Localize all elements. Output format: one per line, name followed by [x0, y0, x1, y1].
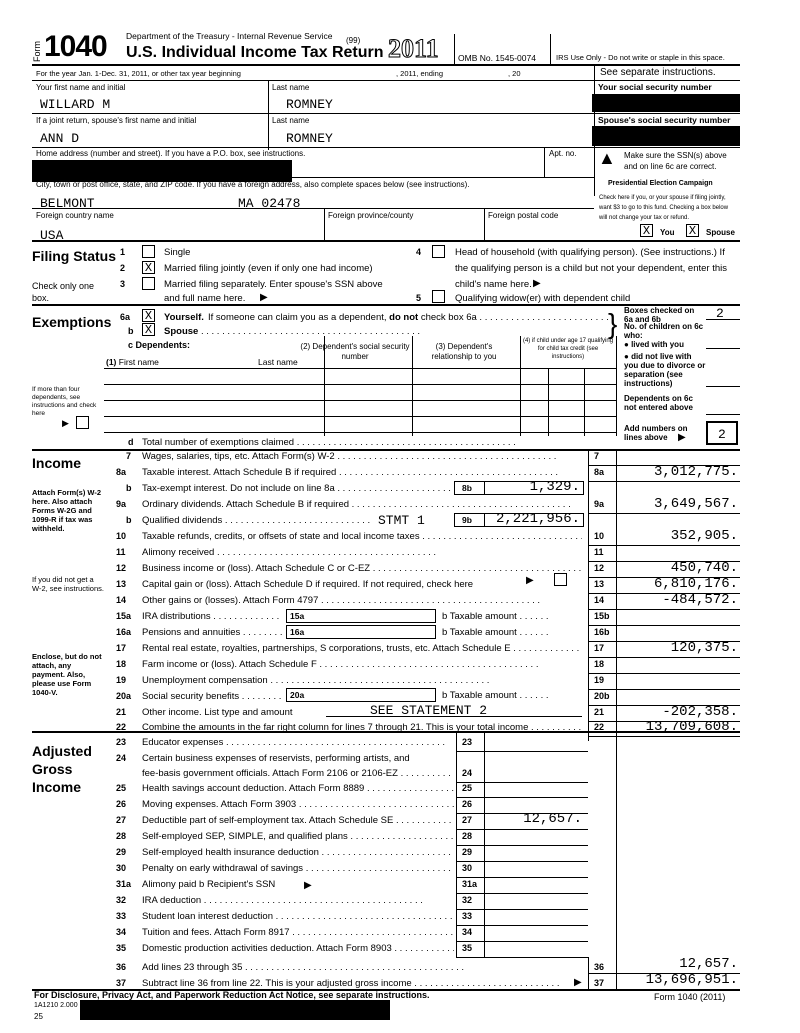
self-checkbox[interactable]: X — [142, 309, 155, 322]
irs-use-only: IRS Use Only - Do not write or staple in this space. — [556, 53, 725, 62]
income-line-box: 14 — [594, 595, 605, 605]
agi-line-box: 24 — [462, 768, 473, 778]
arrow-icon: ▶ — [526, 575, 534, 586]
first-name-label: Your first name and initial — [36, 83, 126, 92]
line-8b-label: 8b — [462, 483, 472, 493]
income-line-number: 16a — [116, 627, 132, 637]
hoh-checkbox[interactable] — [432, 245, 445, 258]
line-9b-value[interactable]: 2,221,956. — [495, 511, 580, 527]
income-line-number: 20a — [116, 691, 132, 701]
agi-line-number: 25 — [116, 783, 127, 793]
income-line-label: Other income. List type and amount — [142, 707, 293, 718]
income-line-number: 10 — [116, 531, 127, 541]
agi-line-box: 28 — [462, 831, 473, 841]
income-line-number: 7 — [126, 451, 132, 461]
income-line-box: 10 — [594, 531, 605, 541]
children-label: No. of children on 6c who: — [624, 322, 704, 340]
more-dependents-checkbox[interactable] — [76, 416, 89, 429]
arrow-icon: ▶ — [304, 880, 312, 891]
more-than-four: If more than four dependents, see instructions and check here — [32, 386, 97, 417]
hoh-label-3: child's name here. — [455, 279, 532, 290]
pec-title: Presidential Election Campaign — [608, 180, 713, 187]
self-text: If someone can claim you as a dependent, do not check box 6a . . . — [208, 312, 608, 323]
spouse-last-value[interactable]: ROMNEY — [286, 131, 333, 146]
agi-line-label: Penalty on early withdrawal of savings . . . — [142, 863, 454, 874]
arrow-icon: ▶ — [62, 418, 69, 428]
agi-line-label: Educator expenses . . . — [142, 737, 454, 748]
line-36-value[interactable]: 12,657. — [679, 956, 738, 972]
arrow-icon: ▶ — [533, 278, 541, 289]
income-line-number: 11 — [116, 547, 126, 557]
line-15a-box[interactable] — [286, 609, 436, 623]
agi-line-number: 33 — [116, 911, 127, 921]
income-line-number: 17 — [116, 643, 127, 653]
line-16a-box[interactable] — [286, 625, 436, 639]
boxes-checked-value[interactable]: 2 — [716, 306, 724, 321]
agi-line-box: 23 — [462, 737, 473, 747]
self-label: Yourself. — [164, 312, 204, 323]
line-37-value[interactable]: 13,696,951. — [645, 972, 738, 988]
pec-you-checkbox[interactable]: X — [640, 224, 653, 237]
line-20a-box[interactable] — [286, 688, 436, 702]
agi-line-box: 27 — [462, 815, 473, 825]
agi-line-label: fee-basis government officials. Attach Form 2106 or 2106-EZ . . . — [142, 768, 454, 779]
arrow-icon: ▶ — [678, 432, 686, 443]
spouse-ssn-label: Spouse's social security number — [598, 115, 731, 125]
line-20b-label: b Taxable amount . . . . . . — [442, 690, 549, 701]
agi-line-label: Moving expenses. Attach Form 3903 . . . — [142, 799, 454, 810]
income-line-label: IRA distributions . . . — [142, 611, 282, 622]
department: Department of the Treasury - Internal Revenue Service — [126, 31, 333, 41]
agi-line-box: 34 — [462, 927, 473, 937]
see-instructions: See separate instructions. — [600, 67, 716, 78]
income-line-box: 12 — [594, 563, 605, 573]
income-line-value[interactable]: 13,709,608. — [645, 719, 738, 735]
dependents-not-label: Dependents on 6c not entered above — [624, 394, 693, 412]
agi-line-number: 35 — [116, 943, 127, 953]
foreign-province-label: Foreign province/county — [328, 211, 414, 220]
tax-period: For the year Jan. 1-Dec. 31, 2011, or other tax year beginning — [36, 69, 241, 78]
income-line-label: Farm income or (loss). Attach Schedule F . . . — [142, 659, 582, 670]
country-value[interactable]: USA — [40, 228, 64, 243]
apt-label: Apt. no. — [549, 149, 577, 158]
agi-line-label: Self-employed health insurance deduction . . . — [142, 847, 454, 858]
income-line-label: Qualified dividends . . . — [142, 515, 372, 526]
agi-line-number: 29 — [116, 847, 127, 857]
dep-col4: (4) if child under age 17 qualifying for child tax credit (see instructions) — [522, 338, 614, 360]
income-line-box: 19 — [594, 675, 605, 685]
income-line-number: 22 — [116, 722, 127, 732]
income-line-number: 9a — [116, 499, 127, 509]
agi-line-number: 34 — [116, 927, 127, 937]
income-line-label: Taxable interest. Attach Schedule B if required . . . — [142, 467, 582, 478]
agi-line-number: 24 — [116, 753, 127, 763]
no-w2-note: If you did not get a W-2, see instructions. — [32, 575, 104, 593]
income-line-box: 11 — [594, 547, 604, 557]
mfj-checkbox[interactable]: X — [142, 261, 155, 274]
redacted-block — [80, 1000, 390, 1020]
mfj-label: Married filing jointly (even if only one had income) — [164, 263, 373, 274]
income-line-number: 13 — [116, 579, 127, 589]
agi-line-box: 26 — [462, 799, 473, 809]
form-number: 1040 — [44, 30, 107, 63]
income-line-number: 12 — [116, 563, 127, 573]
qw-checkbox[interactable] — [432, 290, 445, 303]
dep-col2: (2) Dependent's social security number — [300, 342, 410, 361]
pec-text: Check here if you, or your spouse if filing jointly, want $3 to go to this fund. Checking a box below will not change your tax or refund. — [599, 195, 729, 221]
total-exemptions-box[interactable]: 2 — [706, 421, 738, 445]
income-line-box: 21 — [594, 707, 605, 717]
form-code: (99) — [346, 36, 361, 45]
agi-line-label: Deductible part of self-employment tax. Attach Schedule SE . . . — [142, 815, 454, 826]
filing-status-title: Filing Status — [32, 248, 116, 264]
income-line-box: 8a — [594, 467, 605, 477]
agi-line-label: Health savings account deduction. Attach Form 8889 . . . — [142, 783, 454, 794]
dep-col1: (1) First name — [106, 357, 159, 367]
income-line-box: 16b — [594, 627, 610, 637]
line-9b-stmt: STMT 1 — [378, 513, 425, 528]
ssn-note: Make sure the SSN(s) above and on line 6c are correct. — [624, 151, 727, 171]
line-37-box: 37 — [594, 978, 605, 988]
agi-line-label: Self-employed SEP, SIMPLE, and qualified plans . . . — [142, 831, 454, 842]
income-line-label: Tax-exempt interest. Do not include on line 8a . . . — [142, 483, 452, 494]
spouse-name-label: If a joint return, spouse's first name and initial — [36, 116, 197, 125]
mfs-checkbox[interactable] — [142, 277, 155, 290]
income-line-number: 14 — [116, 595, 127, 605]
agi-line-box: 29 — [462, 847, 473, 857]
line-15b-label: b Taxable amount . . . . . . — [442, 611, 549, 622]
income-line-label: Ordinary dividends. Attach Schedule B if required . . . — [142, 499, 582, 510]
agi-line-label: Domestic production activities deduction. Attach Form 8903 . . . — [142, 943, 454, 954]
income-line-number: 19 — [116, 675, 127, 685]
agi-line-number: 28 — [116, 831, 127, 841]
income-line-value[interactable]: -202,358. — [662, 704, 738, 720]
line-9b-label: 9b — [462, 515, 472, 525]
spouse-ssn-redacted — [592, 126, 740, 146]
foreign-country-label: Foreign country name — [36, 211, 114, 220]
add-numbers-label: Add numbers on lines above — [624, 424, 688, 442]
single-label: Single — [164, 247, 191, 258]
income-line-number: b — [126, 515, 132, 525]
line-36-box: 36 — [594, 962, 605, 972]
form-reference: Form 1040 (2011) — [654, 992, 726, 1002]
line-8b-value[interactable]: 1,329. — [529, 479, 580, 495]
income-line-label: Pensions and annuities . . . — [142, 627, 282, 638]
agi-line-number: 31a — [116, 879, 132, 889]
agi-line-number: 32 — [116, 895, 127, 905]
agi-line-label: Student loan interest deduction . . . — [142, 911, 454, 922]
form-label: Form — [32, 41, 42, 62]
software-code: 1A1210 2.000 — [34, 1002, 78, 1009]
city-label: City, town or post office, state, and ZIP code. If you have a foreign address, also complete spaces below (see instructions). — [36, 180, 470, 189]
agi-line-box: 32 — [462, 895, 473, 905]
income-line-box: 15b — [594, 611, 610, 621]
attach-note: Attach Form(s) W-2 here. Also attach Forms W-2G and 1099-R if tax was withheld. — [32, 488, 102, 533]
enclose-note: Enclose, but do not attach, any payment. Also, please use Form 1040-V. — [32, 652, 102, 697]
lived-label: ● lived with you — [624, 340, 684, 349]
income-line-value[interactable]: 6,810,176. — [653, 576, 738, 592]
not-live-label: ● did not live with you due to divorce or separation (see instructions) — [624, 352, 706, 388]
hoh-label: Head of household (with qualifying person). (See instructions.) If — [455, 247, 725, 258]
last-name-label: Last name — [272, 83, 310, 92]
line-20a-label: 20a — [290, 690, 305, 700]
line-16b-label: b Taxable amount . . . . . . — [442, 627, 549, 638]
income-line-label: Other gains or (losses). Attach Form 4797 . . . — [142, 595, 582, 606]
income-line-box: 13 — [594, 579, 605, 589]
income-line-label: Alimony received . . . — [142, 547, 582, 558]
address-redacted — [32, 160, 292, 182]
agi-line-number: 23 — [116, 737, 127, 747]
agi-line-box: 33 — [462, 911, 473, 921]
line-27-value[interactable]: 12,657. — [523, 811, 582, 827]
agi-line-box: 35 — [462, 943, 473, 953]
dep-col1b: Last name — [258, 357, 298, 367]
line-15a-label: 15a — [290, 611, 305, 621]
income-line-box: 20b — [594, 691, 610, 701]
income-line-value[interactable]: 120,375. — [670, 640, 738, 656]
income-line-number: 8a — [116, 467, 127, 477]
income-line-number: b — [126, 483, 132, 493]
line-16a-label: 16a — [290, 627, 305, 637]
income-line-box: 18 — [594, 659, 605, 669]
income-title: Income — [32, 455, 82, 471]
agi-line-number: 26 — [116, 799, 127, 809]
income-line-value[interactable]: 450,740. — [670, 560, 738, 576]
mfs-label: Married filing separately. Enter spouse's SSN above — [164, 279, 383, 290]
agi-line-box: 31a — [462, 879, 478, 889]
income-line-label: Capital gain or (loss). Attach Schedule D if required. If not required, check here — [142, 579, 474, 590]
income-line-box: 7 — [594, 451, 600, 461]
arrow-icon: ▶ — [574, 977, 582, 988]
income-line-number: 15a — [116, 611, 132, 621]
agi-line-label: IRA deduction . . . — [142, 895, 454, 906]
city-value[interactable]: BELMONT — [40, 196, 95, 211]
form-title: U.S. Individual Income Tax Return — [126, 44, 384, 61]
exemptions-title: Exemptions — [32, 314, 112, 330]
income-line-label: Wages, salaries, tips, etc. Attach Form(s) W-2 . . . — [142, 451, 582, 462]
income-line-label: Social security benefits . . . — [142, 691, 282, 702]
omb-number: OMB No. 1545-0074 — [458, 53, 536, 63]
address-label: Home address (number and street). If you have a P.O. box, see instructions. — [36, 149, 306, 158]
agi-line-label: Tuition and fees. Attach Form 8917 . . . — [142, 927, 454, 938]
agi-line-label: Alimony paid b Recipient's SSN — [142, 879, 276, 890]
dependents-label: c Dependents: — [128, 340, 191, 350]
spouse-label: Spouse . . . — [164, 326, 614, 337]
ssn-label: Your social security number — [598, 82, 712, 92]
income-line-label: Taxable refunds, credits, or offsets of state and local income taxes . . . — [142, 531, 582, 542]
income-line-number: 21 — [116, 707, 127, 717]
last-name-value[interactable]: ROMNEY — [286, 97, 333, 112]
page-code: 25 — [34, 1012, 43, 1021]
agi-line-label: Certain business expenses of reservists, performing artists, and — [142, 753, 410, 764]
income-line-value[interactable]: 3,649,567. — [653, 496, 738, 512]
arrow-icon: ▶ — [260, 292, 268, 303]
line-13-checkbox[interactable] — [554, 573, 567, 586]
line-21-description[interactable]: SEE STATEMENT 2 — [370, 703, 488, 718]
single-checkbox[interactable] — [142, 245, 155, 258]
income-line-box: 9a — [594, 499, 605, 509]
check-one-note: Check only one box. — [32, 281, 95, 303]
pec-spouse-checkbox[interactable]: X — [686, 224, 699, 237]
hoh-label-2: the qualifying person is a child but not your dependent, enter this — [455, 263, 727, 274]
agi-line-number: 30 — [116, 863, 127, 873]
income-line-box: 17 — [594, 643, 605, 653]
ssn-redacted — [592, 94, 740, 112]
spouse-first-value[interactable]: ANN D — [40, 131, 80, 146]
total-exemptions-label: Total number of exemptions claimed . . . — [142, 437, 616, 448]
first-name-value[interactable]: WILLARD M — [40, 97, 111, 112]
agi-line-number: 27 — [116, 815, 127, 825]
period-ending: , 2011, ending — [396, 69, 443, 78]
income-line-box: 22 — [594, 722, 605, 732]
income-line-label: Combine the amounts in the far right column for lines 7 through 21. This is your total income . . . — [142, 722, 582, 733]
income-line-label: Business income or (loss). Attach Schedule C or C-EZ . . . — [142, 563, 582, 574]
spouse-last-label: Last name — [272, 116, 310, 125]
pec-spouse-label: Spouse — [706, 228, 735, 237]
mfs-label-2: and full name here. — [164, 293, 246, 304]
dep-col3: (3) Dependent's relationship to you — [431, 342, 497, 361]
income-line-value[interactable]: -484,572. — [662, 592, 738, 608]
agi-line-box: 25 — [462, 783, 473, 793]
qw-label: Qualifying widow(er) with dependent child — [455, 293, 631, 304]
tax-year: 2011 — [388, 34, 439, 63]
income-line-label: Unemployment compensation . . . — [142, 675, 582, 686]
agi-line-box: 30 — [462, 863, 473, 873]
income-line-value[interactable]: 352,905. — [670, 528, 738, 544]
disclosure-notice: For Disclosure, Privacy Act, and Paperwork Reduction Act Notice, see separate instructions. — [34, 990, 430, 1000]
period-20: , 20 — [508, 69, 521, 78]
line-36-label: Add lines 23 through 35 . . . — [142, 962, 582, 973]
state-zip-value[interactable]: MA 02478 — [238, 196, 301, 211]
foreign-postal-label: Foreign postal code — [488, 211, 559, 220]
agi-title: Adjusted Gross Income — [32, 743, 92, 795]
spouse-checkbox[interactable]: X — [142, 323, 155, 336]
income-line-number: 18 — [116, 659, 127, 669]
line-37-label: Subtract line 36 from line 22. This is your adjusted gross income . . . — [142, 978, 562, 989]
boxes-checked-label: Boxes checked on 6a and 6b — [624, 306, 695, 324]
pec-you-label: You — [660, 228, 675, 237]
income-line-value[interactable]: 3,012,775. — [653, 464, 738, 480]
warning-triangle-icon: ▲ — [598, 148, 616, 168]
income-line-label: Rental real estate, royalties, partnerships, S corporations, trusts, etc. Attach Schedule E . . . — [142, 643, 582, 654]
